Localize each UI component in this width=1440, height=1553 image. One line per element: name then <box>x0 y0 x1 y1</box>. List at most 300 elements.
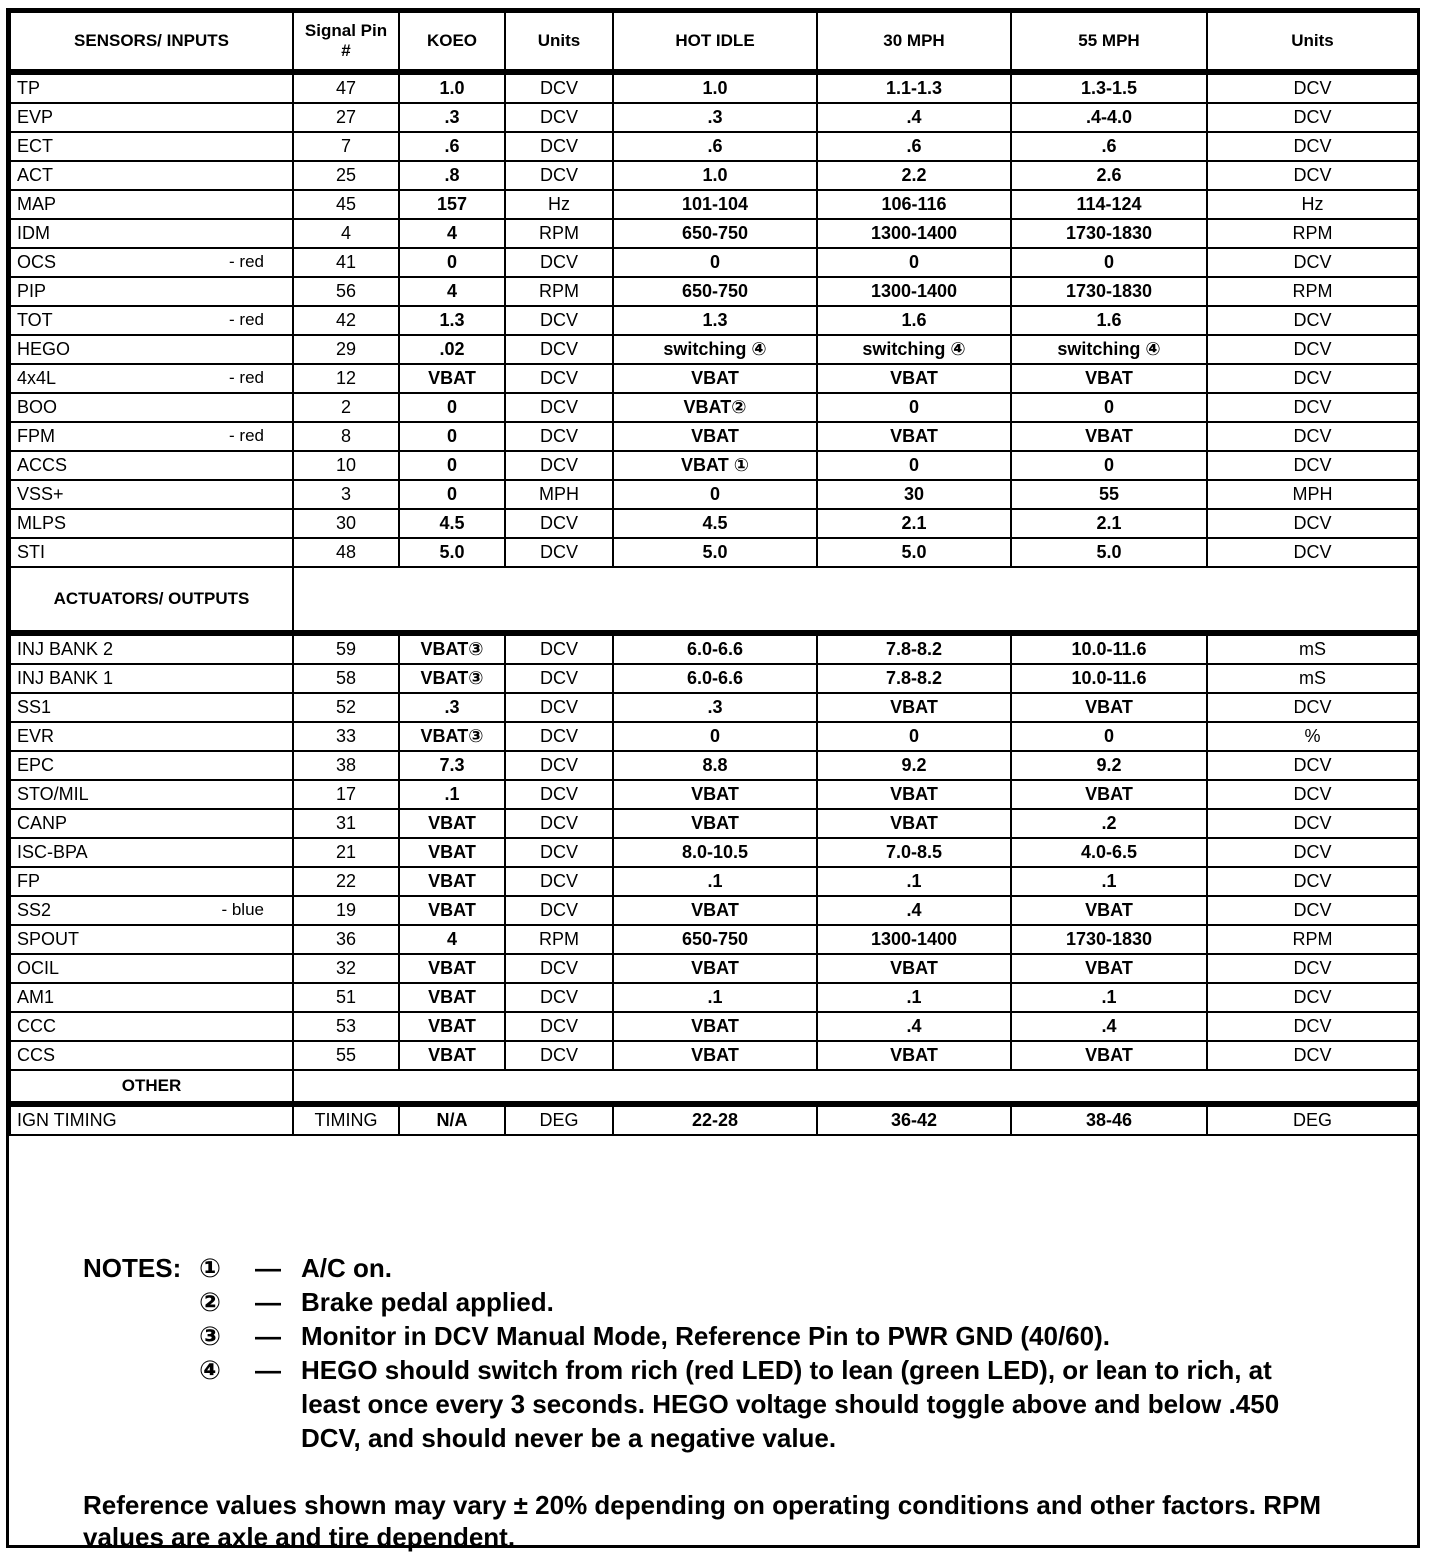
cell-idle: 4.5 <box>613 509 817 538</box>
row-name-cell <box>10 248 293 277</box>
note-3 <box>83 1319 1323 1353</box>
row-name: MAP <box>17 194 57 214</box>
col-header-hot-idle: HOT IDLE <box>613 12 817 72</box>
cell-m55: VBAT <box>1011 1041 1207 1070</box>
cell-pin: 32 <box>293 954 399 983</box>
cell-idle: 650-750 <box>613 219 817 248</box>
section-other-label: OTHER <box>10 1070 293 1104</box>
cell-u2: DCV <box>1207 248 1418 277</box>
cell-m30: VBAT <box>817 954 1011 983</box>
row-name: OCIL <box>17 958 60 978</box>
cell-koeo: .3 <box>399 693 505 722</box>
cell-m30: VBAT <box>817 364 1011 393</box>
cell-pin: 47 <box>293 72 399 103</box>
table-row <box>10 954 1418 983</box>
cell-m55: 1730-1830 <box>1011 925 1207 954</box>
cell-koeo: N/A <box>399 1104 505 1135</box>
col-header-55mph: 55 MPH <box>1011 12 1207 72</box>
table-row <box>10 896 1418 925</box>
row-name-cell <box>10 664 293 693</box>
row-name-cell <box>10 538 293 567</box>
cell-idle: VBAT <box>613 780 817 809</box>
note-number: ③ <box>199 1321 222 1351</box>
cell-pin: 25 <box>293 161 399 190</box>
cell-m55: 55 <box>1011 480 1207 509</box>
cell-u2: Hz <box>1207 190 1418 219</box>
note-2 <box>83 1285 1323 1319</box>
section-actuators-blank <box>293 567 1418 633</box>
cell-koeo: 4 <box>399 219 505 248</box>
note-dash: — <box>255 1321 281 1351</box>
row-name-cell <box>10 306 293 335</box>
cell-pin: 22 <box>293 867 399 896</box>
cell-idle: VBAT <box>613 896 817 925</box>
sensor-rows <box>10 72 1418 567</box>
cell-m55: 114-124 <box>1011 190 1207 219</box>
cell-u1: DCV <box>505 103 613 132</box>
cell-pin: 21 <box>293 838 399 867</box>
row-name: BOO <box>17 397 58 417</box>
cell-idle: VBAT <box>613 954 817 983</box>
table-row <box>10 509 1418 538</box>
row-name-cell <box>10 451 293 480</box>
cell-koeo: 0 <box>399 422 505 451</box>
cell-u2: DCV <box>1207 393 1418 422</box>
cell-koeo: 0 <box>399 248 505 277</box>
notes-label: NOTES: <box>83 1253 182 1283</box>
row-name: ACCS <box>17 455 68 475</box>
row-name-cell <box>10 364 293 393</box>
note-text: HEGO should switch from rich (red LED) to lean (green LED), or lean to rich, at least once every 3 seconds. HEGO voltage should toggle above and below .450 DCV, and should never be a negative value. <box>301 1355 1280 1453</box>
cell-m30: 7.8-8.2 <box>817 633 1011 664</box>
col-header-sensors: SENSORS/ INPUTS <box>10 12 293 72</box>
cell-u1: DCV <box>505 422 613 451</box>
cell-u2: RPM <box>1207 925 1418 954</box>
cell-m30: 2.1 <box>817 509 1011 538</box>
actuator-section <box>10 567 1418 633</box>
cell-m30: .4 <box>817 1012 1011 1041</box>
cell-m55: VBAT <box>1011 780 1207 809</box>
row-name: FP <box>17 871 41 891</box>
cell-m55: 1.6 <box>1011 306 1207 335</box>
cell-idle: 8.8 <box>613 751 817 780</box>
row-name-cell <box>10 896 293 925</box>
row-name: CANP <box>17 813 68 833</box>
wire-color-note: - red <box>229 368 264 387</box>
note-dash: — <box>255 1253 281 1283</box>
col-header-30mph: 30 MPH <box>817 12 1011 72</box>
cell-idle: 1.3 <box>613 306 817 335</box>
cell-m55: 0 <box>1011 248 1207 277</box>
cell-m55: 0 <box>1011 393 1207 422</box>
cell-m30: VBAT <box>817 422 1011 451</box>
cell-u1: DCV <box>505 364 613 393</box>
row-name-cell <box>10 132 293 161</box>
table-row <box>10 983 1418 1012</box>
table-row <box>10 364 1418 393</box>
table-row <box>10 335 1418 364</box>
cell-m30: switching ④ <box>817 335 1011 364</box>
cell-idle: 0 <box>613 248 817 277</box>
cell-m55: 2.6 <box>1011 161 1207 190</box>
row-name: STI <box>17 542 46 562</box>
cell-pin: 48 <box>293 538 399 567</box>
cell-u2: DCV <box>1207 896 1418 925</box>
row-name: SPOUT <box>17 929 80 949</box>
cell-pin: 59 <box>293 633 399 664</box>
table-row <box>10 277 1418 306</box>
header-row <box>10 12 1418 72</box>
cell-pin: 38 <box>293 751 399 780</box>
cell-u1: DCV <box>505 954 613 983</box>
cell-m55: 10.0-11.6 <box>1011 664 1207 693</box>
row-name: VSS+ <box>17 484 64 504</box>
row-name: TP <box>17 78 41 98</box>
cell-u1: DCV <box>505 509 613 538</box>
cell-idle: 1.0 <box>613 72 817 103</box>
cell-m30: VBAT <box>817 1041 1011 1070</box>
cell-koeo: 0 <box>399 480 505 509</box>
row-name: ACT <box>17 165 53 185</box>
cell-u2: DCV <box>1207 72 1418 103</box>
note-number: ① <box>199 1253 222 1283</box>
cell-m30: 0 <box>817 248 1011 277</box>
cell-u1: DCV <box>505 838 613 867</box>
cell-m30: 1300-1400 <box>817 219 1011 248</box>
cell-u2: DCV <box>1207 809 1418 838</box>
note-1 <box>83 1251 1323 1285</box>
row-name: SS1 <box>17 697 52 717</box>
cell-m30: 1300-1400 <box>817 277 1011 306</box>
col-header-koeo: KOEO <box>399 12 505 72</box>
cell-koeo: 5.0 <box>399 538 505 567</box>
reference-values-sheet <box>6 8 1420 1552</box>
cell-koeo: 4 <box>399 277 505 306</box>
cell-u2: RPM <box>1207 277 1418 306</box>
cell-u2: DCV <box>1207 335 1418 364</box>
cell-u1: DCV <box>505 664 613 693</box>
table-row <box>10 103 1418 132</box>
cell-m55: .2 <box>1011 809 1207 838</box>
cell-m30: 9.2 <box>817 751 1011 780</box>
cell-u1: DCV <box>505 72 613 103</box>
table-row <box>10 809 1418 838</box>
cell-u1: Hz <box>505 190 613 219</box>
table-row <box>10 925 1418 954</box>
cell-m55: 2.1 <box>1011 509 1207 538</box>
row-name-cell <box>10 219 293 248</box>
row-name-cell <box>10 867 293 896</box>
cell-koeo: 7.3 <box>399 751 505 780</box>
cell-idle: VBAT <box>613 422 817 451</box>
section-actuators-label: ACTUATORS/ OUTPUTS <box>10 567 293 633</box>
cell-u2: DCV <box>1207 838 1418 867</box>
row-name-cell <box>10 161 293 190</box>
cell-u2: mS <box>1207 633 1418 664</box>
cell-idle: .1 <box>613 983 817 1012</box>
table-row <box>10 867 1418 896</box>
table-row <box>10 664 1418 693</box>
row-name-cell <box>10 1012 293 1041</box>
cell-m55: 1730-1830 <box>1011 277 1207 306</box>
cell-u1: DCV <box>505 306 613 335</box>
cell-u1: DCV <box>505 335 613 364</box>
cell-koeo: 1.3 <box>399 306 505 335</box>
cell-pin: 12 <box>293 364 399 393</box>
cell-m30: VBAT <box>817 780 1011 809</box>
cell-idle: 8.0-10.5 <box>613 838 817 867</box>
cell-m55: .1 <box>1011 983 1207 1012</box>
cell-koeo: .6 <box>399 132 505 161</box>
cell-pin: 3 <box>293 480 399 509</box>
cell-m55: 1730-1830 <box>1011 219 1207 248</box>
cell-m55: VBAT <box>1011 422 1207 451</box>
table-row <box>10 451 1418 480</box>
cell-u1: DCV <box>505 722 613 751</box>
row-name: MLPS <box>17 513 67 533</box>
cell-pin: 31 <box>293 809 399 838</box>
table-row <box>10 780 1418 809</box>
wire-color-note: - blue <box>221 900 264 919</box>
section-other-blank <box>293 1070 1418 1104</box>
cell-idle: 1.0 <box>613 161 817 190</box>
row-name-cell <box>10 393 293 422</box>
cell-idle: .1 <box>613 867 817 896</box>
cell-u1: MPH <box>505 480 613 509</box>
cell-u2: DCV <box>1207 132 1418 161</box>
cell-u2: DCV <box>1207 422 1418 451</box>
cell-m30: .4 <box>817 103 1011 132</box>
cell-u2: DCV <box>1207 103 1418 132</box>
cell-m30: 30 <box>817 480 1011 509</box>
cell-koeo: .1 <box>399 780 505 809</box>
cell-idle: .3 <box>613 693 817 722</box>
cell-u1: DCV <box>505 633 613 664</box>
cell-u1: DCV <box>505 983 613 1012</box>
cell-koeo: VBAT <box>399 896 505 925</box>
note-dash: — <box>255 1287 281 1317</box>
cell-u2: DCV <box>1207 1012 1418 1041</box>
cell-u1: DCV <box>505 161 613 190</box>
cell-m30: 0 <box>817 451 1011 480</box>
cell-idle: VBAT <box>613 809 817 838</box>
row-name: TOT <box>17 310 53 330</box>
wire-color-note: - red <box>229 310 264 329</box>
cell-pin: 10 <box>293 451 399 480</box>
cell-koeo: VBAT <box>399 364 505 393</box>
cell-idle: VBAT <box>613 364 817 393</box>
cell-u2: DCV <box>1207 509 1418 538</box>
row-name-cell <box>10 422 293 451</box>
table-row <box>10 633 1418 664</box>
row-name: HEGO <box>17 339 71 359</box>
cell-u2: DCV <box>1207 161 1418 190</box>
cell-u1: DCV <box>505 1012 613 1041</box>
row-name-cell <box>10 72 293 103</box>
cell-idle: switching ④ <box>613 335 817 364</box>
cell-u2: DCV <box>1207 751 1418 780</box>
row-name-cell <box>10 780 293 809</box>
cell-koeo: .02 <box>399 335 505 364</box>
cell-m55: VBAT <box>1011 693 1207 722</box>
cell-u2: % <box>1207 722 1418 751</box>
cell-m55: VBAT <box>1011 896 1207 925</box>
other-section <box>10 1070 1418 1104</box>
cell-m55: switching ④ <box>1011 335 1207 364</box>
table-row <box>10 538 1418 567</box>
cell-u2: DCV <box>1207 867 1418 896</box>
cell-u1: DCV <box>505 248 613 277</box>
cell-pin: 56 <box>293 277 399 306</box>
cell-m30: .4 <box>817 896 1011 925</box>
cell-m30: VBAT <box>817 693 1011 722</box>
cell-idle: 101-104 <box>613 190 817 219</box>
cell-koeo: .3 <box>399 103 505 132</box>
cell-u1: DCV <box>505 896 613 925</box>
table-row <box>10 190 1418 219</box>
cell-m55: .4 <box>1011 1012 1207 1041</box>
cell-pin: 29 <box>293 335 399 364</box>
cell-u1: DCV <box>505 393 613 422</box>
note-number: ④ <box>199 1355 222 1385</box>
cell-idle: 650-750 <box>613 277 817 306</box>
row-name: FPM <box>17 426 55 446</box>
cell-u1: DCV <box>505 780 613 809</box>
cell-m30: 5.0 <box>817 538 1011 567</box>
row-name-cell <box>10 277 293 306</box>
cell-koeo: VBAT <box>399 983 505 1012</box>
note-4 <box>83 1353 1323 1455</box>
cell-u2: DCV <box>1207 538 1418 567</box>
cell-m30: .1 <box>817 983 1011 1012</box>
cell-u1: DCV <box>505 538 613 567</box>
reference-values-table <box>9 11 1419 1136</box>
cell-koeo: VBAT③ <box>399 664 505 693</box>
row-name-cell <box>10 954 293 983</box>
row-name-cell <box>10 925 293 954</box>
cell-m55: 9.2 <box>1011 751 1207 780</box>
cell-koeo: 157 <box>399 190 505 219</box>
cell-u1: DCV <box>505 809 613 838</box>
cell-u1: DEG <box>505 1104 613 1135</box>
cell-m30: .6 <box>817 132 1011 161</box>
cell-u1: RPM <box>505 925 613 954</box>
cell-m30: 1.6 <box>817 306 1011 335</box>
table-row <box>10 248 1418 277</box>
cell-pin: 51 <box>293 983 399 1012</box>
cell-idle: VBAT ① <box>613 451 817 480</box>
cell-pin: 19 <box>293 896 399 925</box>
cell-u2: mS <box>1207 664 1418 693</box>
cell-u2: DCV <box>1207 451 1418 480</box>
cell-pin: 7 <box>293 132 399 161</box>
cell-koeo: VBAT <box>399 1012 505 1041</box>
cell-pin: 45 <box>293 190 399 219</box>
cell-koeo: 0 <box>399 393 505 422</box>
cell-idle: 22-28 <box>613 1104 817 1135</box>
row-name: PIP <box>17 281 47 301</box>
cell-m30: VBAT <box>817 809 1011 838</box>
note-text: Brake pedal applied. <box>301 1287 554 1317</box>
cell-m55: 4.0-6.5 <box>1011 838 1207 867</box>
table-row <box>10 132 1418 161</box>
wire-color-note: - red <box>229 252 264 271</box>
cell-pin: 41 <box>293 248 399 277</box>
table-row <box>10 161 1418 190</box>
row-name-cell <box>10 480 293 509</box>
row-name-cell <box>10 693 293 722</box>
cell-u2: DCV <box>1207 306 1418 335</box>
row-name-cell <box>10 1041 293 1070</box>
table-row <box>10 693 1418 722</box>
section-actuators <box>10 567 1418 633</box>
cell-u1: DCV <box>505 132 613 161</box>
table-row <box>10 219 1418 248</box>
row-name: ECT <box>17 136 53 156</box>
row-name: INJ BANK 2 <box>17 639 114 659</box>
row-name: CCS <box>17 1045 56 1065</box>
cell-m55: VBAT <box>1011 364 1207 393</box>
note-dash: — <box>255 1355 281 1385</box>
col-header-pin: Signal Pin # <box>293 12 399 72</box>
table-row <box>10 1012 1418 1041</box>
cell-m30: 0 <box>817 722 1011 751</box>
cell-m55: 10.0-11.6 <box>1011 633 1207 664</box>
cell-m55: .1 <box>1011 867 1207 896</box>
reference-footer: Reference values shown may vary ± 20% depending on operating conditions and other factors. RPM values are axle and tire dependent. <box>83 1490 1321 1552</box>
cell-u2: MPH <box>1207 480 1418 509</box>
row-name-cell <box>10 722 293 751</box>
notes-block <box>83 1251 1323 1455</box>
row-name: EPC <box>17 755 55 775</box>
row-name-cell <box>10 190 293 219</box>
cell-u2: DCV <box>1207 364 1418 393</box>
row-name-cell <box>10 751 293 780</box>
table-row <box>10 1041 1418 1070</box>
note-text: Monitor in DCV Manual Mode, Reference Pin to PWR GND (40/60). <box>301 1321 1110 1351</box>
cell-m55: 0 <box>1011 451 1207 480</box>
table-row <box>10 751 1418 780</box>
row-name: SS2 <box>17 900 52 920</box>
row-name: INJ BANK 1 <box>17 668 114 688</box>
cell-pin: 42 <box>293 306 399 335</box>
cell-pin: 52 <box>293 693 399 722</box>
cell-m55: 0 <box>1011 722 1207 751</box>
cell-u2: RPM <box>1207 219 1418 248</box>
row-name: STO/MIL <box>17 784 89 804</box>
row-name-cell <box>10 103 293 132</box>
cell-pin: 30 <box>293 509 399 538</box>
table-row <box>10 306 1418 335</box>
cell-u2: DCV <box>1207 693 1418 722</box>
cell-u1: DCV <box>505 1041 613 1070</box>
cell-idle: VBAT② <box>613 393 817 422</box>
cell-idle: 0 <box>613 480 817 509</box>
col-header-units-2: Units <box>1207 12 1418 72</box>
section-other <box>10 1070 1418 1104</box>
row-name: ISC-BPA <box>17 842 88 862</box>
row-name-cell <box>10 633 293 664</box>
cell-koeo: VBAT③ <box>399 722 505 751</box>
cell-m30: 2.2 <box>817 161 1011 190</box>
cell-u2: DCV <box>1207 780 1418 809</box>
table-row <box>10 480 1418 509</box>
cell-m55: 5.0 <box>1011 538 1207 567</box>
cell-m30: 0 <box>817 393 1011 422</box>
row-name: CCC <box>17 1016 56 1036</box>
cell-u1: DCV <box>505 693 613 722</box>
row-name-cell <box>10 983 293 1012</box>
